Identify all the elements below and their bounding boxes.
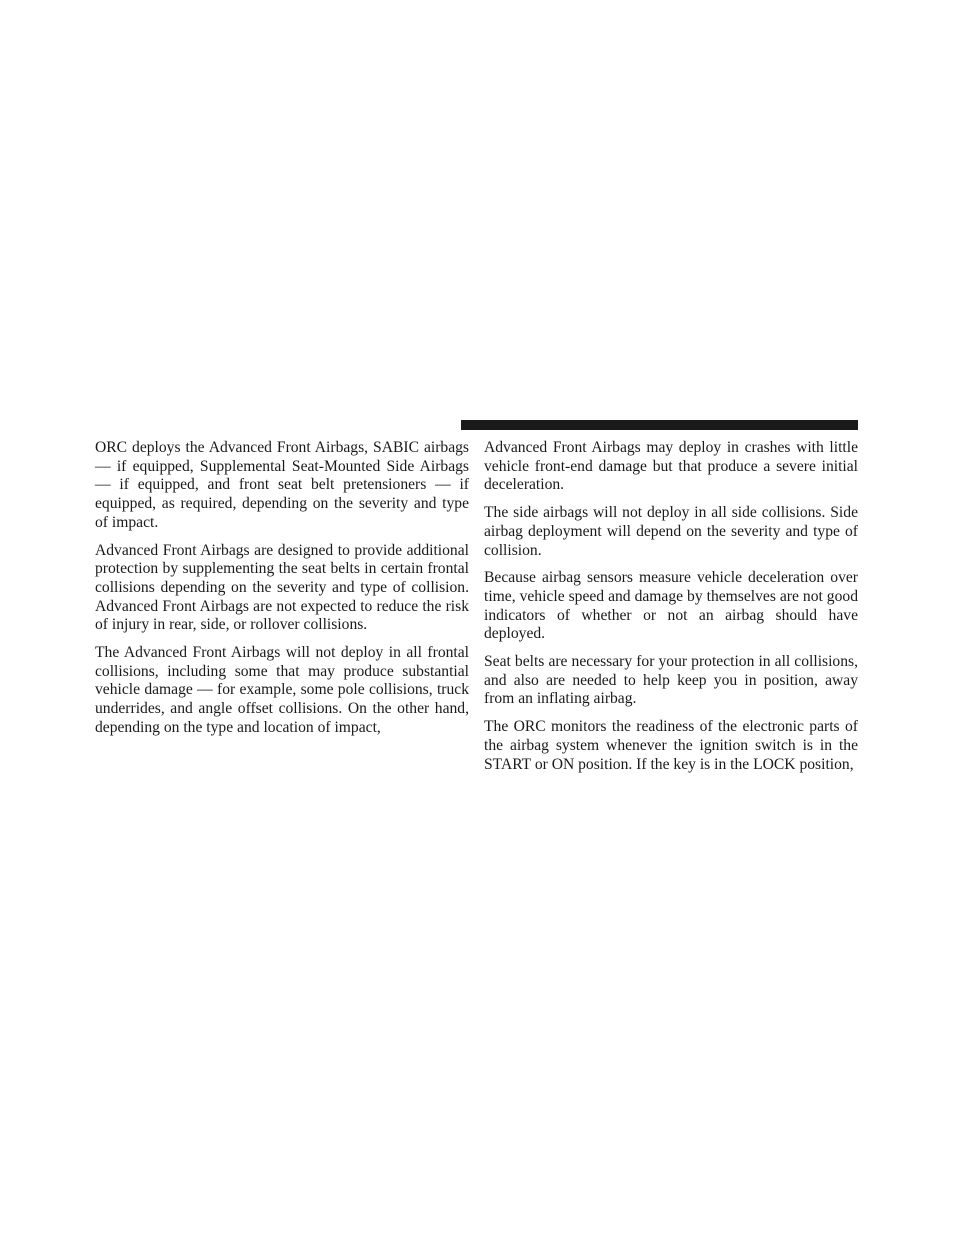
paragraph: Advanced Front Airbags are designed to provide additional protection by supplementing the seat belts in certain frontal collisions depending on the severity and type of collision. Advanced Front Airbags are not expected to reduce the risk of injury in rear, side, or rollover collisions. [95,541,469,634]
paragraph: Seat belts are necessary for your protection in all collisions, and also are needed to help keep you in position, away from an inflating airbag. [484,653,858,708]
paragraph: ORC deploys the Advanced Front Airbags, SABIC airbags — if equipped, Supplemental Seat-Mounted Side Airbags — if equipped, and front seat belt pretensioners — if equipped, as required, depending on the severity and type of impact. [95,439,469,531]
header-rule [461,420,858,430]
paragraph: Advanced Front Airbags may deploy in crashes with little vehicle front-end damage but that produce a severe initial deceleration. [484,439,858,494]
paragraph: The side airbags will not deploy in all side collisions. Side airbag deployment will depend on the severity and type of collision. [484,504,858,559]
paragraph: Because airbag sensors measure vehicle deceleration over time, vehicle speed and damage by themselves are not good indicators of whether or not an airbag should have deployed. [484,569,858,643]
left-column [95,439,469,747]
paragraph: The Advanced Front Airbags will not deploy in all frontal collisions, including some that may produce substantial vehicle damage — for example, some pole collisions, truck underrides, and angle offset collisions. On the other hand, depending on the type and location of impact, [95,644,469,736]
right-column [484,439,858,783]
paragraph: The ORC monitors the readiness of the electronic parts of the airbag system whenever the ignition switch is in the START or ON position. If the key is in the LOCK position, [484,718,858,773]
